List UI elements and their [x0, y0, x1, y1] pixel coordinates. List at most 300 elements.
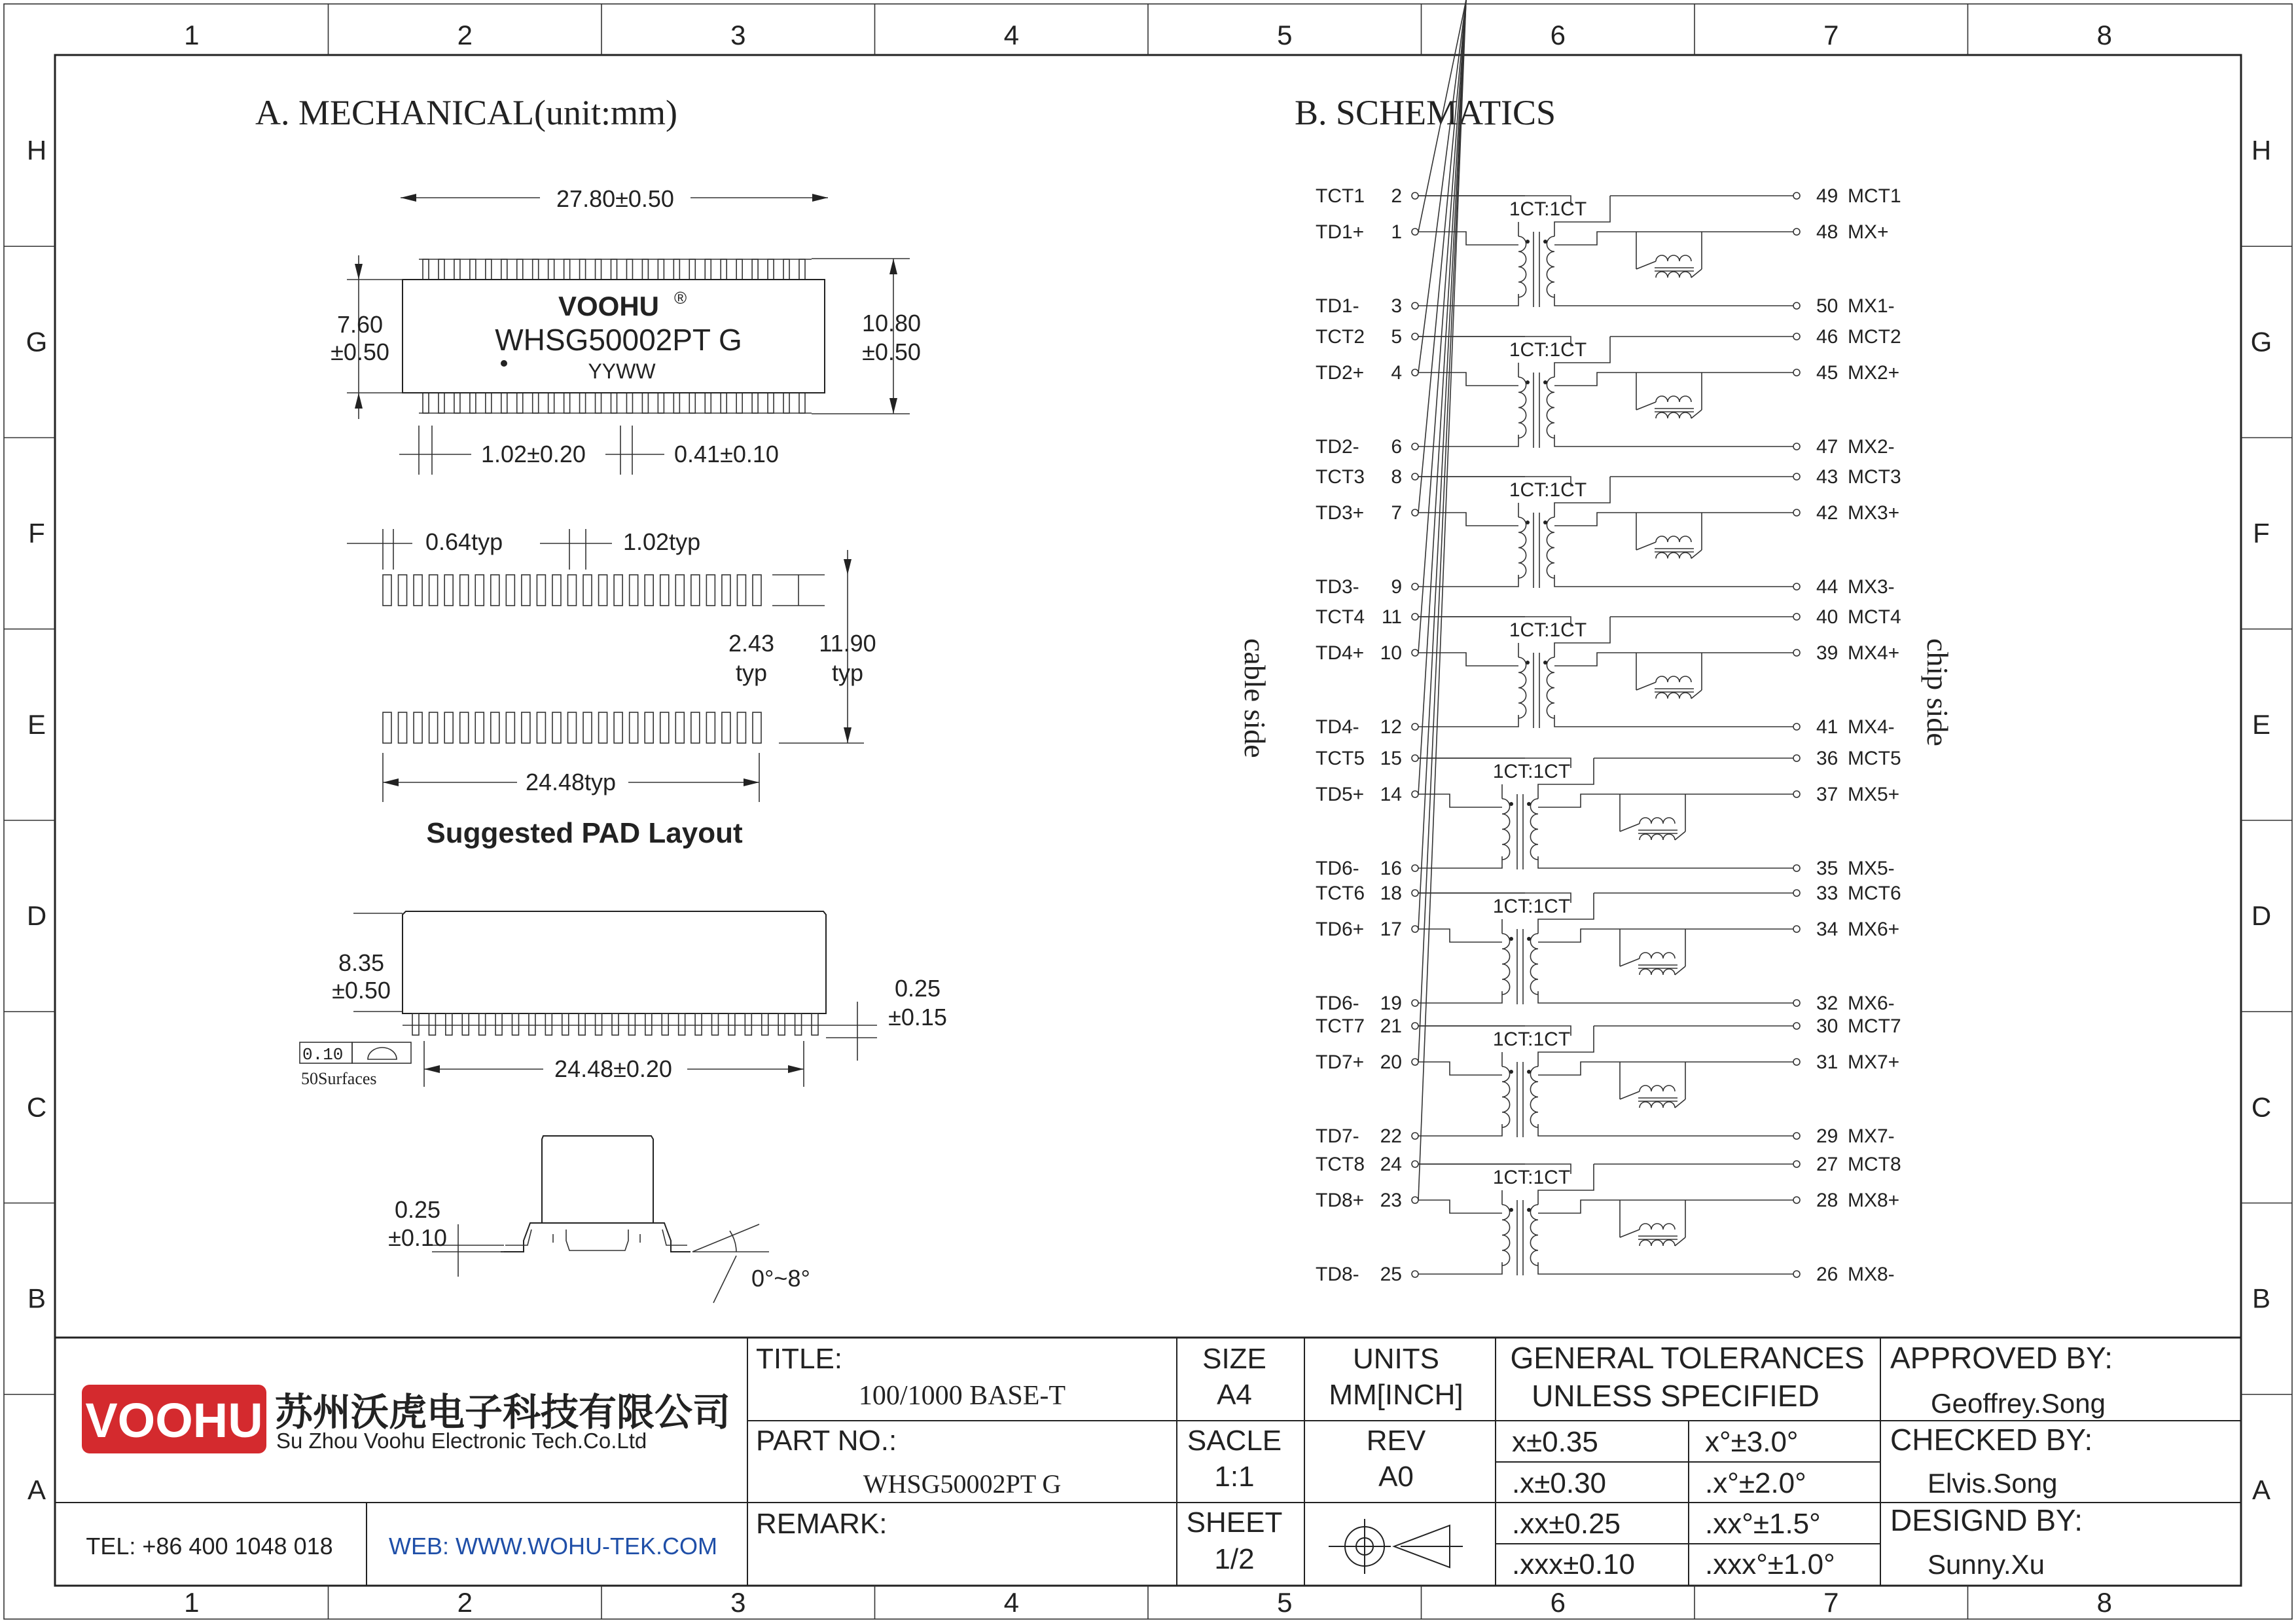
mxp-label: MX4+ [1848, 642, 1900, 664]
terminal [1412, 369, 1418, 376]
mct-label: MCT7 [1848, 1015, 1901, 1037]
pad [475, 712, 484, 743]
grid-col-label: 6 [1550, 1587, 1566, 1618]
lead [479, 1013, 486, 1035]
mxp-label: MX7+ [1848, 1051, 1900, 1073]
lead [423, 259, 429, 280]
wire [1636, 402, 1656, 410]
end-view [388, 1136, 810, 1303]
tdp-label: TD3+ [1316, 502, 1365, 524]
mct-pin: 49 [1816, 185, 1839, 207]
coil [1518, 236, 1526, 297]
wire [1538, 1062, 1793, 1075]
coil [1547, 377, 1554, 438]
mxn-label: MX3- [1848, 576, 1895, 598]
choke-coil [1656, 676, 1691, 682]
terminal [1793, 443, 1800, 450]
mxn-pin: 44 [1816, 576, 1839, 598]
lead [439, 393, 444, 413]
grid-col-label: 7 [1823, 1587, 1839, 1618]
wire [1554, 653, 1793, 666]
choke-coil [1656, 396, 1691, 402]
lead [501, 393, 507, 413]
choke-coil [1656, 272, 1691, 278]
polarity-dot [1509, 1208, 1513, 1212]
lead [705, 393, 711, 413]
dim-height-1: 8.35 [338, 949, 385, 976]
lead [626, 393, 632, 413]
tct-label: TCT4 [1316, 606, 1365, 628]
approved-value: Geoffrey.Song [1931, 1388, 2106, 1419]
pad [429, 575, 438, 606]
wire [1418, 232, 1518, 245]
coil [1518, 377, 1526, 438]
grid-row-label: D [26, 900, 47, 932]
wire [1418, 1062, 1502, 1075]
mct-label: MCT3 [1848, 466, 1901, 488]
terminal [1412, 890, 1418, 896]
lead [548, 259, 554, 280]
lead [580, 393, 586, 413]
sheet-label: SHEET [1186, 1506, 1283, 1539]
wire [1636, 682, 1656, 690]
pad-width-label: 0.64typ [425, 528, 503, 555]
lead [454, 393, 460, 413]
pad [630, 712, 638, 743]
ratio-label: 1CT:1CT [1509, 198, 1587, 220]
tol-angle-0: x°±3.0° [1705, 1426, 1799, 1458]
terminal [1412, 723, 1418, 730]
pad [660, 575, 669, 606]
logo-text: VOOHU [85, 1393, 263, 1448]
pad [444, 712, 453, 743]
grid-row-label: E [2251, 708, 2271, 740]
scale-label: SACLE [1187, 1425, 1282, 1457]
choke-coil [1640, 1224, 1675, 1230]
grid-col-label: 1 [184, 20, 200, 50]
mxp-label: MX+ [1848, 221, 1889, 243]
mxn-label: MX8- [1848, 1264, 1895, 1285]
polarity-dot [1543, 240, 1547, 244]
wire [1538, 856, 1793, 868]
tdn-pin: 19 [1380, 993, 1402, 1014]
pad-row-length-label: 24.48typ [525, 769, 617, 795]
grid-markers [4, 4, 2292, 1619]
lead [446, 1013, 452, 1035]
terminal [1793, 228, 1800, 235]
pad [414, 712, 422, 743]
tct-pin: 8 [1391, 466, 1402, 488]
mxn-pin: 35 [1816, 858, 1839, 879]
terminal [1412, 755, 1418, 761]
lead [470, 259, 476, 280]
grid-col-label: 8 [2096, 1587, 2112, 1618]
wire [1538, 929, 1793, 942]
lead [412, 1013, 419, 1035]
registered-mark: ® [674, 288, 687, 308]
terminal [1412, 1133, 1418, 1139]
dim-body-width-1: 7.60 [336, 311, 384, 338]
polarity-dot [1543, 661, 1547, 665]
title-value: 100/1000 BASE-T [858, 1381, 1066, 1411]
pad [414, 575, 422, 606]
tct-pin: 15 [1380, 748, 1402, 769]
coil [1502, 799, 1510, 860]
lead [533, 393, 539, 413]
wire [1538, 794, 1793, 807]
mxp-label: MX5+ [1848, 784, 1900, 805]
tdp-pin: 7 [1391, 502, 1402, 524]
wire [1691, 269, 1702, 278]
terminal [1412, 302, 1418, 309]
chip-side-label: chip side [1921, 638, 1954, 746]
pad [583, 575, 592, 606]
lead [564, 393, 570, 413]
lead [812, 1013, 818, 1035]
lead [662, 1013, 668, 1035]
tol-angle-1: .x°±2.0° [1705, 1467, 1806, 1499]
rev-value: A0 [1378, 1461, 1414, 1493]
lead [517, 393, 523, 413]
terminal [1793, 302, 1800, 309]
tdn-label: TD3- [1316, 576, 1359, 598]
pad [399, 575, 407, 606]
wire [1418, 929, 1502, 942]
mxp-label: MX3+ [1848, 502, 1900, 524]
lead [564, 259, 570, 280]
lead [783, 393, 789, 413]
choke-coil [1640, 1085, 1675, 1091]
coil [1547, 517, 1554, 578]
lead [736, 259, 742, 280]
checked-value: Elvis.Song [1928, 1468, 2058, 1499]
dim-height-2: ±0.50 [332, 977, 391, 1004]
terminal [1793, 890, 1800, 896]
lead [596, 259, 601, 280]
mxp-pin: 42 [1816, 502, 1839, 524]
dim-angle-label: 0°~8° [751, 1265, 810, 1292]
pad [568, 712, 577, 743]
mechanical-section [255, 93, 947, 1303]
mxn-pin: 41 [1816, 716, 1839, 738]
tdp-label: TD7+ [1316, 1051, 1365, 1073]
pad [614, 575, 622, 606]
tct-pin: 24 [1380, 1154, 1402, 1175]
remark-label: REMARK: [756, 1508, 888, 1540]
terminal [1793, 613, 1800, 620]
dim-lead-width-label: 0.41±0.10 [674, 441, 779, 467]
mct-label: MCT8 [1848, 1154, 1901, 1175]
grid-row-label: A [27, 1474, 46, 1505]
pad [722, 712, 730, 743]
tdp-pin: 1 [1391, 221, 1402, 243]
dim-overall-width-1: 10.80 [861, 310, 922, 337]
lead [778, 1013, 785, 1035]
tdn-label: TD8- [1316, 1264, 1359, 1285]
terminal [1412, 926, 1418, 932]
wire [1554, 294, 1793, 306]
company-name-cn: 苏州沃虎电子科技有限公司 [275, 1391, 731, 1434]
wire [1675, 1237, 1685, 1246]
tdn-pin: 3 [1391, 295, 1402, 317]
lead [580, 259, 586, 280]
checked-label: CHECKED BY: [1890, 1423, 2093, 1457]
pad-span-2: typ [831, 659, 864, 686]
grid-row-label: B [2251, 1283, 2271, 1314]
pad [660, 712, 669, 743]
coil [1530, 799, 1538, 860]
side-view [300, 911, 947, 1088]
lead [689, 393, 695, 413]
sheet-value: 1/2 [1214, 1543, 1255, 1575]
grid-row-label: G [2250, 326, 2272, 357]
lead [626, 259, 632, 280]
wire [1620, 824, 1640, 831]
mct-label: MCT6 [1848, 883, 1901, 904]
tct-label: TCT7 [1316, 1015, 1365, 1037]
grid-col-label: 2 [457, 20, 473, 50]
ratio-label: 1CT:1CT [1492, 761, 1571, 782]
pad-caption: Suggested PAD Layout [426, 817, 743, 849]
pad [522, 712, 530, 743]
pad [491, 712, 499, 743]
lead [501, 259, 507, 280]
pad [506, 575, 514, 606]
lead [695, 1013, 702, 1035]
terminal [1412, 473, 1418, 480]
choke-coil [1656, 412, 1691, 418]
lead [545, 1013, 552, 1035]
pad [599, 712, 607, 743]
coil [1530, 1205, 1538, 1266]
mxn-label: MX1- [1848, 295, 1895, 317]
pin1-dot [501, 360, 507, 367]
pad [722, 575, 730, 606]
channel-2 [1316, 0, 1901, 458]
tdn-label: TD6- [1316, 993, 1359, 1014]
channel-1 [1316, 0, 1901, 317]
coil [1547, 236, 1554, 297]
terminal [1412, 865, 1418, 871]
units-label: UNITS [1353, 1343, 1439, 1375]
pad-pitch-label: 1.02typ [623, 528, 701, 555]
tol-angle-3: .xxx°±1.0° [1705, 1548, 1835, 1580]
lead [470, 393, 476, 413]
choke-coil [1640, 1102, 1675, 1108]
mct-label: MCT5 [1848, 748, 1901, 769]
mct-pin: 27 [1816, 1154, 1839, 1175]
pad-layout [347, 528, 876, 849]
lead [712, 1013, 719, 1035]
brand-mark: VOOHU [558, 291, 660, 321]
lead [728, 1013, 735, 1035]
wire [1675, 1099, 1685, 1108]
channel-7 [1316, 0, 1901, 1147]
tdp-label: TD1+ [1316, 221, 1365, 243]
mct-pin: 36 [1816, 748, 1839, 769]
tct-pin: 18 [1380, 883, 1402, 904]
ratio-label: 1CT:1CT [1492, 1167, 1571, 1188]
grid-row-label: C [2251, 1091, 2272, 1123]
size-value: A4 [1217, 1379, 1252, 1411]
pad-span-1: 11.90 [819, 630, 876, 657]
company-name-en: Su Zhou Voohu Electronic Tech.Co.Ltd [276, 1429, 647, 1453]
mxp-label: MX6+ [1848, 919, 1900, 940]
lead [512, 1013, 519, 1035]
choke-coil [1640, 953, 1675, 958]
lead [658, 259, 664, 280]
terminal [1793, 1059, 1800, 1065]
polarity-dot [1526, 661, 1530, 665]
pad [444, 575, 453, 606]
title-label: TITLE: [756, 1343, 843, 1375]
size-label: SIZE [1202, 1343, 1266, 1375]
tdn-label: TD6- [1316, 858, 1359, 879]
terminal [1793, 649, 1800, 656]
grid-row-label: H [26, 135, 47, 166]
wire [1538, 1200, 1793, 1213]
wire [1554, 373, 1793, 386]
wire [1620, 1230, 1640, 1237]
terminal [1412, 443, 1418, 450]
wire [1675, 966, 1685, 975]
lead [768, 259, 774, 280]
terminal [1412, 1197, 1418, 1203]
lead [673, 259, 679, 280]
pad [675, 712, 684, 743]
choke-coil [1640, 834, 1675, 840]
mct-pin: 46 [1816, 326, 1839, 348]
pad [506, 712, 514, 743]
grid-col-label: 8 [2096, 20, 2112, 50]
wire [1538, 1262, 1793, 1274]
terminal [1793, 1161, 1800, 1167]
lead [562, 1013, 569, 1035]
tct-label: TCT1 [1316, 185, 1365, 207]
tdn-pin: 6 [1391, 436, 1402, 458]
tol-linear-1: .x±0.30 [1512, 1467, 1607, 1499]
tdn-label: TD7- [1316, 1125, 1359, 1147]
polarity-dot [1526, 520, 1530, 524]
polarity-dot [1543, 380, 1547, 384]
approved-label: APPROVED BY: [1890, 1341, 2113, 1375]
pad [537, 575, 545, 606]
wire [1554, 575, 1793, 587]
tdn-pin: 22 [1380, 1125, 1402, 1147]
pad [645, 712, 653, 743]
tol-linear-2: .xx±0.25 [1512, 1508, 1621, 1540]
mxp-pin: 31 [1816, 1051, 1839, 1073]
lead [745, 1013, 751, 1035]
dim-standoff-1: 0.25 [894, 975, 941, 1002]
lead [679, 1013, 685, 1035]
tdp-label: TD2+ [1316, 362, 1365, 384]
lead [799, 393, 805, 413]
polarity-dot [1543, 520, 1547, 524]
lead [429, 1013, 435, 1035]
terminal [1412, 192, 1418, 199]
terminal [1793, 1197, 1800, 1203]
lead [495, 1013, 502, 1035]
tolerance-title-1: GENERAL TOLERANCES [1510, 1341, 1865, 1375]
schematics-section [1238, 0, 1954, 1285]
projection-symbol [1329, 1519, 1463, 1574]
tol-linear-3: .xxx±0.10 [1512, 1548, 1636, 1580]
pad [614, 712, 622, 743]
pad [737, 575, 745, 606]
mxp-pin: 45 [1816, 362, 1839, 384]
pad [552, 712, 561, 743]
terminal [1412, 1023, 1418, 1029]
lead [645, 1013, 652, 1035]
mxn-label: MX6- [1848, 993, 1895, 1014]
tct-label: TCT5 [1316, 748, 1365, 769]
wire [1418, 794, 1502, 807]
mxp-pin: 37 [1816, 784, 1839, 805]
mxp-pin: 34 [1816, 919, 1839, 940]
mxn-pin: 47 [1816, 436, 1839, 458]
wire [1636, 542, 1656, 550]
lead [673, 393, 679, 413]
dim-lead-thickness-1: 0.25 [394, 1196, 441, 1223]
wire [1554, 435, 1793, 447]
choke-coil [1656, 553, 1691, 558]
wire [1418, 1124, 1502, 1136]
part-no-value: WHSG50002PT G [863, 1469, 1062, 1499]
lead [596, 1013, 602, 1035]
lead [548, 393, 554, 413]
schematics-heading: B. SCHEMATICS [1295, 93, 1556, 132]
tdn-label: TD1- [1316, 295, 1359, 317]
grid-col-label: 3 [730, 20, 746, 50]
date-code: YYWW [588, 359, 656, 383]
lead [454, 259, 460, 280]
terminal [1793, 509, 1800, 516]
lead [799, 259, 805, 280]
pad [599, 575, 607, 606]
lead [658, 393, 664, 413]
pad [383, 712, 391, 743]
mxn-pin: 50 [1816, 295, 1839, 317]
grid-col-label: 4 [1003, 20, 1019, 50]
telephone: TEL: +86 400 1048 018 [86, 1533, 333, 1559]
tdp-pin: 4 [1391, 362, 1402, 384]
terminal [1793, 192, 1800, 199]
pad-length-1: 2.43 [728, 630, 775, 657]
wire [1418, 0, 1466, 929]
mxp-pin: 28 [1816, 1190, 1839, 1211]
dim-lead-thickness-2: ±0.10 [388, 1224, 447, 1251]
lead [596, 393, 601, 413]
lead [736, 393, 742, 413]
terminal [1412, 583, 1418, 590]
pad [691, 575, 700, 606]
tdn-pin: 16 [1380, 858, 1402, 879]
wire [1538, 1124, 1793, 1136]
lead [642, 259, 648, 280]
choke-coil [1640, 818, 1675, 824]
pad [737, 712, 745, 743]
lead [762, 1013, 768, 1035]
website: WEB: WWW.WOHU-TEK.COM [389, 1533, 717, 1559]
lead [628, 1013, 635, 1035]
polarity-dot [1527, 802, 1531, 806]
mct-pin: 40 [1816, 606, 1839, 628]
mxp-label: MX8+ [1848, 1190, 1900, 1211]
choke-coil [1656, 255, 1691, 261]
wire [1554, 232, 1793, 245]
grid-col-label: 7 [1823, 20, 1839, 50]
